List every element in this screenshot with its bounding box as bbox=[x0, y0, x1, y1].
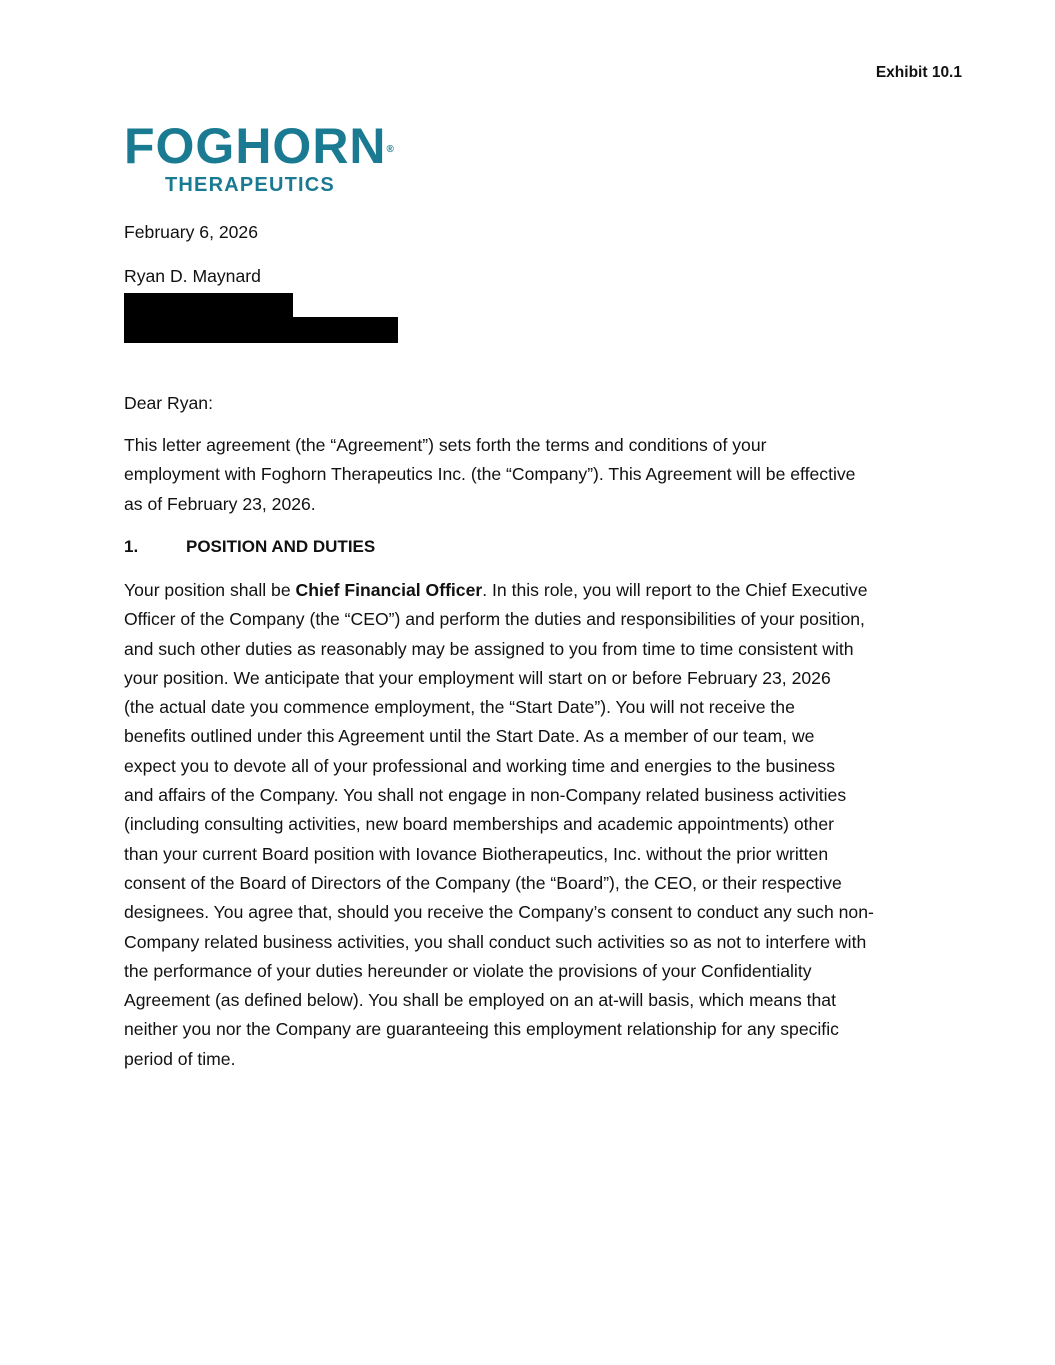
letter-date: February 6, 2026 bbox=[124, 222, 258, 242]
redaction-block bbox=[124, 317, 398, 343]
paragraph-line: neither you nor the Company are guaranteeing this employment relationship for any specific bbox=[124, 1019, 839, 1040]
paragraph-line: expect you to devote all of your professional and working time and energies to the business bbox=[124, 755, 836, 776]
company-logo bbox=[124, 118, 414, 200]
section-number: 1. bbox=[124, 537, 139, 556]
section-title: POSITION AND DUTIES bbox=[186, 537, 376, 556]
salutation: Dear Ryan: bbox=[124, 393, 213, 413]
logo-subtitle: THERAPEUTICS bbox=[165, 174, 335, 196]
paragraph-line bbox=[124, 576, 934, 605]
section-paragraph bbox=[124, 576, 934, 1074]
text-run: Your position shall be bbox=[124, 580, 296, 600]
recipient-name: Ryan D. Maynard bbox=[124, 266, 261, 286]
paragraph-line: period of time. bbox=[124, 1048, 236, 1069]
paragraph-line: consent of the Board of Directors of the Company (the “Board”), the CEO, or their respective bbox=[124, 872, 842, 893]
registered-mark: ® bbox=[386, 144, 394, 155]
redaction-block bbox=[124, 293, 293, 318]
paragraph-line: and affairs of the Company. You shall not engage in non-Company related business activities bbox=[124, 785, 847, 806]
paragraph-line: Agreement (as defined below). You shall be employed on an at-will basis, which means that bbox=[124, 990, 836, 1011]
paragraph-line: This letter agreement (the “Agreement”) sets forth the terms and conditions of your bbox=[124, 435, 767, 455]
paragraph-line: Company related business activities, you shall conduct such activities so as not to interfere with bbox=[124, 931, 867, 952]
exhibit-label: Exhibit 10.1 bbox=[875, 64, 962, 81]
paragraph-line: (including consulting activities, new board memberships and academic appointments) other bbox=[124, 814, 834, 835]
paragraph-line: benefits outlined under this Agreement until the Start Date. As a member of our team, we bbox=[124, 726, 815, 747]
paragraph-line: the performance of your duties hereunder or violate the provisions of your Confidentiality bbox=[124, 960, 812, 981]
paragraph-line: employment with Foghorn Therapeutics Inc. (the “Company”). This Agreement will be effective bbox=[124, 464, 856, 485]
paragraph-line: as of February 23, 2026. bbox=[124, 493, 316, 514]
intro-paragraph bbox=[124, 431, 934, 519]
paragraph-line: than your current Board position with Iovance Biotherapeutics, Inc. without the prior written bbox=[124, 843, 829, 864]
section-heading bbox=[124, 534, 375, 560]
paragraph-line: Officer of the Company (the “CEO”) and perform the duties and responsibilities of your position, bbox=[124, 609, 865, 630]
text-run: . In this role, you will report to the Chief Executive bbox=[482, 580, 868, 600]
paragraph-line: designees. You agree that, should you receive the Company’s consent to conduct any such non- bbox=[124, 902, 874, 923]
logo-name: FOGHORN bbox=[124, 118, 387, 174]
position-title: Chief Financial Officer bbox=[295, 580, 483, 600]
paragraph-line: your position. We anticipate that your employment will start on or before February 23, 2026 bbox=[124, 667, 831, 688]
paragraph-line: (the actual date you commence employment, the “Start Date”). You will not receive the bbox=[124, 697, 795, 718]
logo-wordmark bbox=[124, 118, 394, 174]
paragraph-line: and such other duties as reasonably may be assigned to you from time to time consistent with bbox=[124, 638, 854, 659]
